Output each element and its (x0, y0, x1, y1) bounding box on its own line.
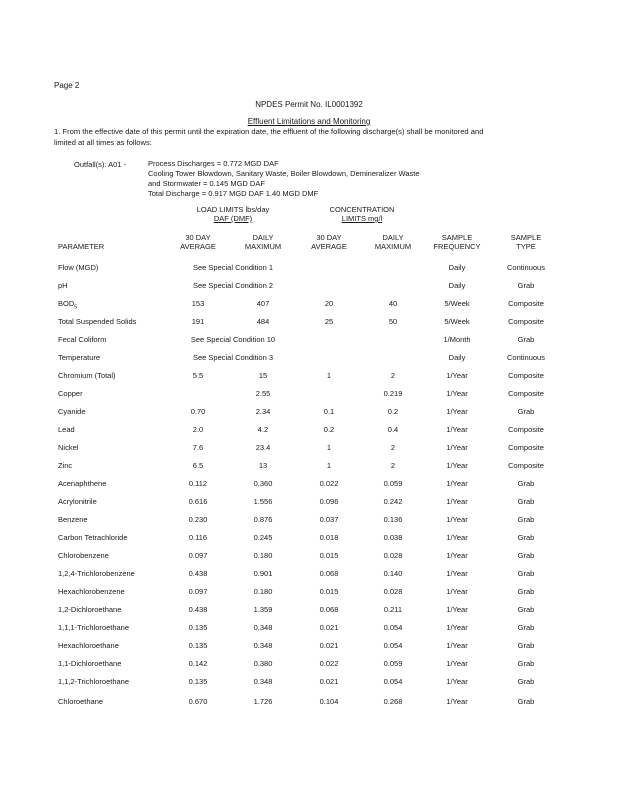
conc-daily-value: 2 (390, 371, 396, 380)
parameter-name: Flow (MGD) (58, 263, 99, 272)
conc-30day-value: 0.015 (319, 551, 339, 560)
outfall-line: Process Discharges = 0.772 MGD DAF (148, 159, 279, 168)
outfall-line: Cooling Tower Blowdown, Sanitary Waste, Boiler Blowdown, Demineralizer Waste (148, 169, 420, 178)
sample-type: Continuous (507, 353, 545, 362)
conc-30day-value: 0.068 (319, 605, 339, 614)
conc-daily-value: 0.059 (383, 479, 403, 488)
sample-type: Composite (508, 425, 544, 434)
sample-type: Grab (517, 479, 535, 488)
sample-frequency: 1/Year (446, 425, 468, 434)
sample-frequency: 1/Year (446, 515, 468, 524)
load-daily-value: 0.380 (253, 659, 273, 668)
outfall-description (148, 159, 420, 199)
table-row (0, 587, 618, 601)
sample-frequency: 1/Year (446, 497, 468, 506)
conc-daily-value: 2 (390, 443, 396, 452)
sample-frequency: 1/Year (446, 479, 468, 488)
parameter-name: Temperature (58, 353, 101, 362)
sample-frequency: 1/Year (446, 623, 468, 632)
load-30day-value: 0.135 (188, 623, 208, 632)
conc-30day-value: 0.104 (319, 697, 339, 706)
load-30day-value: 0.097 (188, 551, 208, 560)
load-30day-value: 0.438 (188, 569, 208, 578)
parameter-name: Hexachloroethane (58, 641, 119, 650)
table-row (0, 407, 618, 421)
parameter-name: 1,1,1-Trichloroethane (58, 623, 130, 632)
sample-type-header (488, 233, 564, 251)
sample-frequency: 1/Year (446, 605, 468, 614)
sample-frequency: 1/Year (446, 371, 468, 380)
sample-type: Grab (517, 569, 535, 578)
parameter-name: Cyanide (58, 407, 86, 416)
conc-daily-value: 0.054 (383, 623, 403, 632)
table-row (0, 461, 618, 475)
sample-frequency: Daily (448, 263, 466, 272)
load-daily-value: 2.34 (255, 407, 271, 416)
table-row (0, 641, 618, 655)
parameter-name: Copper (58, 389, 83, 398)
conc-30day-header (298, 233, 360, 251)
parameter-header: PARAMETER (58, 242, 105, 251)
sample-type: Grab (517, 587, 535, 596)
conc-daily-value: 0.028 (383, 587, 403, 596)
table-row (0, 263, 618, 277)
table-row (0, 317, 618, 331)
sample-frequency: 1/Year (446, 587, 468, 596)
special-condition-ref: See Special Condition 10 (190, 335, 276, 344)
sample-type: Grab (517, 335, 535, 344)
load-daily-value: 407 (256, 299, 270, 308)
table-row (0, 281, 618, 295)
header-line: MAXIMUM (244, 242, 282, 251)
conc-daily-value: 40 (388, 299, 398, 308)
header-line: MAXIMUM (374, 242, 412, 251)
sample-type: Composite (508, 299, 544, 308)
header-line: DAILY (382, 233, 404, 242)
header-line: TYPE (516, 242, 536, 251)
conc-daily-value: 0.059 (383, 659, 403, 668)
conc-daily-value: 2 (390, 461, 396, 470)
load-30day-value: 2.0 (192, 425, 204, 434)
conc-30day-value: 0.018 (319, 533, 339, 542)
page-label: Page 2 (54, 81, 80, 90)
load-30day-value: 5.5 (192, 371, 204, 380)
conc-30day-value: 25 (324, 317, 334, 326)
conc-daily-value: 0.140 (383, 569, 403, 578)
load-30day-value: 0.097 (188, 587, 208, 596)
sample-type: Grab (517, 659, 535, 668)
outfall-label: Outfall(s): A01 - (74, 160, 127, 169)
load-daily-value: 0.360 (253, 479, 273, 488)
table-row (0, 389, 618, 403)
outfall-line: Total Discharge = 0.917 MGD DAF 1.40 MGD DMF (148, 189, 319, 198)
conc-30day-value: 0.096 (319, 497, 339, 506)
parameter-name: Acrylonitrile (58, 497, 97, 506)
sample-frequency-header (426, 233, 488, 251)
sample-type: Grab (517, 497, 535, 506)
conc-daily-value: 0.054 (383, 641, 403, 650)
conc-daily-value: 0.219 (383, 389, 403, 398)
conc-30day-value: 0.037 (319, 515, 339, 524)
parameter-subscript: 5 (74, 304, 78, 311)
conc-30day-value: 0.022 (319, 659, 339, 668)
conc-30day-value: 1 (326, 371, 332, 380)
load-daily-value: 0.180 (253, 551, 273, 560)
sample-type: Continuous (507, 263, 545, 272)
table-row (0, 425, 618, 439)
header-line: AVERAGE (311, 242, 347, 251)
load-30day-value: 7.6 (192, 443, 204, 452)
load-daily-value: 0.876 (253, 515, 273, 524)
parameter-name: 1,1-Dichloroethane (58, 659, 122, 668)
conc-daily-value: 0.4 (387, 425, 399, 434)
load-30day-value: 0.438 (188, 605, 208, 614)
table-row (0, 497, 618, 511)
sample-frequency: 1/Year (446, 677, 468, 686)
load-daily-value: 13 (258, 461, 268, 470)
load-30day-value: 0.116 (188, 533, 208, 542)
conc-30day-value: 0.021 (319, 677, 339, 686)
sample-frequency: 5/Week (444, 317, 470, 326)
table-row (0, 551, 618, 565)
load-daily-value: 484 (256, 317, 270, 326)
table-row (0, 335, 618, 349)
sample-type: Grab (517, 407, 535, 416)
sample-type: Composite (508, 317, 544, 326)
conc-daily-value: 0.136 (383, 515, 403, 524)
table-row (0, 299, 618, 313)
load-daily-value: 2.55 (255, 389, 271, 398)
sample-frequency: Daily (448, 281, 466, 290)
parameter-text: BOD (58, 299, 75, 308)
load-limits-title: LOAD LIMITS lbs/day (196, 205, 270, 214)
table-row (0, 353, 618, 367)
load-daily-value: 0.245 (253, 533, 273, 542)
load-daily-value: 0.348 (253, 623, 273, 632)
sample-type: Composite (508, 443, 544, 452)
conc-30day-value: 20 (324, 299, 334, 308)
table-row (0, 659, 618, 673)
load-30day-value: 191 (191, 317, 205, 326)
conc-daily-value: 0.211 (383, 605, 403, 614)
table-row (0, 533, 618, 547)
load-30day-value: 153 (191, 299, 205, 308)
special-condition-ref: See Special Condition 2 (192, 281, 274, 290)
sample-type: Grab (517, 281, 535, 290)
parameter-name: Hexachlorobenzene (58, 587, 125, 596)
load-daily-value: 1.556 (253, 497, 273, 506)
load-daily-value: 4.2 (257, 425, 269, 434)
conc-daily-header (360, 233, 426, 251)
table-row (0, 515, 618, 529)
sample-frequency: 1/Year (446, 659, 468, 668)
sample-frequency: 1/Year (446, 389, 468, 398)
header-line: AVERAGE (180, 242, 216, 251)
sample-frequency: 5/Week (444, 299, 470, 308)
table-row (0, 479, 618, 493)
concentration-units: LIMITS mg/l (341, 214, 383, 223)
conc-daily-value: 0.2 (387, 407, 399, 416)
parameter-name: Nickel (58, 443, 79, 452)
load-30day-value: 0.135 (188, 641, 208, 650)
parameter-name: Chloroethane (58, 697, 104, 706)
permit-title: NPDES Permit No. IL0001392 (255, 100, 363, 109)
sample-frequency: Daily (448, 353, 466, 362)
load-daily-value: 0.180 (253, 587, 273, 596)
sample-frequency: 1/Month (443, 335, 471, 344)
sample-type: Composite (508, 389, 544, 398)
parameter-name: Benzene (58, 515, 88, 524)
section-title: Effluent Limitations and Monitoring (247, 117, 371, 126)
conc-30day-value: 0.021 (319, 623, 339, 632)
sample-frequency: 1/Year (446, 533, 468, 542)
special-condition-ref: See Special Condition 1 (192, 263, 274, 272)
sample-frequency: 1/Year (446, 461, 468, 470)
load-daily-value: 0.348 (253, 677, 273, 686)
conc-daily-value: 0.038 (383, 533, 403, 542)
load-daily-value: 1.359 (253, 605, 273, 614)
sample-type: Composite (508, 461, 544, 470)
load-30day-value: 0.112 (188, 479, 208, 488)
conc-30day-value: 0.1 (323, 407, 335, 416)
conc-daily-value: 0.028 (383, 551, 403, 560)
sample-type: Composite (508, 371, 544, 380)
load-daily-value: 0.348 (253, 641, 273, 650)
load-daily-value: 23.4 (255, 443, 271, 452)
header-line: 30 DAY (316, 233, 342, 242)
load-daily-header (228, 233, 298, 251)
parameter-name: Carbon Tetrachloride (58, 533, 128, 542)
load-30day-value: 6.5 (192, 461, 204, 470)
sample-type: Grab (517, 623, 535, 632)
header-line: 30 DAY (185, 233, 211, 242)
conc-30day-value: 0.2 (323, 425, 335, 434)
parameter-name: Fecal Coliform (58, 335, 107, 344)
header-line: FREQUENCY (433, 242, 481, 251)
table-row (0, 443, 618, 457)
conc-30day-value: 1 (326, 461, 332, 470)
table-row (0, 623, 618, 637)
parameter-name: Acenaphthene (58, 479, 107, 488)
parameter-name: Total Suspended Solids (58, 317, 137, 326)
load-daily-value: 0.901 (253, 569, 273, 578)
parameter-name: Chromium (Total) (58, 371, 116, 380)
table-row (0, 371, 618, 385)
load-30day-value: 0.135 (188, 677, 208, 686)
conc-30day-value: 0.022 (319, 479, 339, 488)
sample-frequency: 1/Year (446, 569, 468, 578)
conc-30day-value: 0.015 (319, 587, 339, 596)
conc-daily-value: 0.054 (383, 677, 403, 686)
header-line: SAMPLE (441, 233, 473, 242)
load-30day-value: 0.230 (188, 515, 208, 524)
table-row (0, 605, 618, 619)
load-30day-value: 0.616 (188, 497, 208, 506)
special-condition-ref: See Special Condition 3 (192, 353, 274, 362)
sample-type: Grab (517, 533, 535, 542)
conc-30day-value: 0.068 (319, 569, 339, 578)
parameter-name: pH (58, 281, 68, 290)
conc-daily-value: 0.242 (383, 497, 403, 506)
sample-type: Grab (517, 515, 535, 524)
parameter-name: 1,2,4-Trichlorobenzene (58, 569, 135, 578)
sample-type: Grab (517, 605, 535, 614)
sample-frequency: 1/Year (446, 697, 468, 706)
parameter-name: Zinc (58, 461, 73, 470)
load-limits-header (168, 205, 298, 223)
table-row (0, 569, 618, 583)
conc-daily-value: 50 (388, 317, 398, 326)
concentration-limits-header (298, 205, 426, 223)
conc-30day-value: 1 (326, 443, 332, 452)
sample-type: Grab (517, 551, 535, 560)
sample-frequency: 1/Year (446, 551, 468, 560)
intro-line-2: limited at all times as follows: (54, 138, 152, 147)
sample-type: Grab (517, 677, 535, 686)
sample-frequency: 1/Year (446, 443, 468, 452)
load-daily-value: 1.726 (253, 697, 273, 706)
concentration-title: CONCENTRATION (329, 205, 395, 214)
outfall-line: and Stormwater = 0.145 MGD DAF (148, 179, 265, 188)
conc-30day-value: 0.021 (319, 641, 339, 650)
load-daily-value: 15 (258, 371, 268, 380)
table-row (0, 697, 618, 711)
sample-frequency: 1/Year (446, 641, 468, 650)
intro-line-1: 1. From the effective date of this permit until the expiration date, the effluent of the following discharge(s) shall be monitored and (54, 127, 484, 136)
header-line: SAMPLE (510, 233, 542, 242)
conc-daily-value: 0.268 (383, 697, 403, 706)
header-line: DAILY (252, 233, 274, 242)
parameter-name: Chlorobenzene (58, 551, 109, 560)
sample-type: Grab (517, 641, 535, 650)
parameter-name: 1,1,2-Trichloroethane (58, 677, 130, 686)
parameter-name: 1,2-Dichloroethane (58, 605, 122, 614)
parameter-name: Lead (58, 425, 75, 434)
sample-type: Grab (517, 697, 535, 706)
sample-frequency: 1/Year (446, 407, 468, 416)
load-30day-header (168, 233, 228, 251)
parameter-name (58, 299, 77, 311)
load-30day-value: 0.142 (188, 659, 208, 668)
load-limits-units: DAF (DMF) (213, 214, 253, 223)
load-30day-value: 0.70 (190, 407, 206, 416)
table-row (0, 677, 618, 691)
load-30day-value: 0.670 (188, 697, 208, 706)
